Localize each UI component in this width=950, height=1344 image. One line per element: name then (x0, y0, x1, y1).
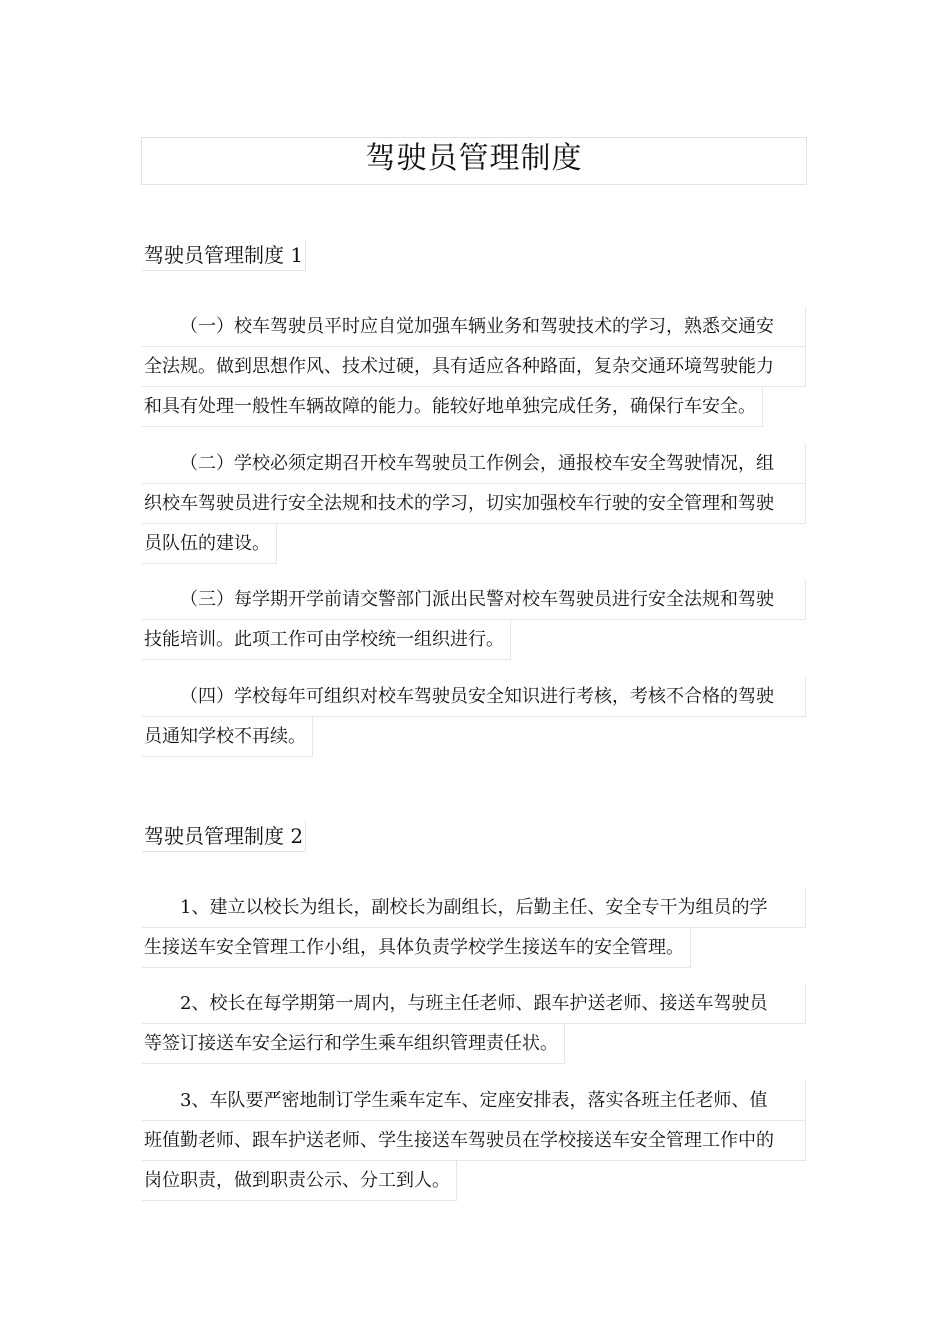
paragraph-line: （三）每学期开学前请交警部门派出民警对校车驾驶员进行安全法规和驾驶 (142, 580, 806, 620)
paragraph-line: 技能培训。此项工作可由学校统一组织进行。 (142, 620, 511, 660)
paragraph-line: 等签订接送车安全运行和学生乘车组织管理责任状。 (142, 1024, 565, 1064)
section-heading-2: 驾驶员管理制度 2 (142, 821, 306, 852)
paragraph-line: 员队伍的建设。 (142, 524, 277, 564)
paragraph-line: 3、车队要严密地制订学生乘车定车、定座安排表，落实各班主任老师、值 (142, 1081, 806, 1121)
paragraph-line: 和具有处理一般性车辆故障的能力。能较好地单独完成任务，确保行车安全。 (142, 387, 763, 427)
paragraph-line: 2、校长在每学期第一周内，与班主任老师、跟车护送老师、接送车驾驶员 (142, 984, 806, 1024)
paragraph-line: 班值勤老师、跟车护送老师、学生接送车驾驶员在学校接送车安全管理工作中的 (142, 1121, 806, 1161)
paragraph-1-2 (142, 444, 806, 568)
paragraph-1-3 (142, 580, 806, 664)
paragraph-line: 员通知学校不再续。 (142, 717, 313, 757)
paragraph-2-3 (142, 1081, 806, 1205)
paragraph-1-4 (142, 677, 806, 761)
paragraph-line: 全法规。做到思想作风、技术过硬，具有适应各种路面，复杂交通环境驾驶能力 (142, 347, 806, 387)
paragraph-line: 岗位职责，做到职责公示、分工到人。 (142, 1161, 457, 1201)
paragraph-1-1 (142, 307, 806, 431)
section-heading-1: 驾驶员管理制度 1 (142, 240, 306, 271)
paragraph-2-2 (142, 984, 806, 1068)
document-title: 驾驶员管理制度 (365, 141, 583, 176)
paragraph-line: 织校车驾驶员进行安全法规和技术的学习，切实加强校车行驶的安全管理和驾驶 (142, 484, 806, 524)
paragraph-line: （四）学校每年可组织对校车驾驶员安全知识进行考核，考核不合格的驾驶 (142, 677, 806, 717)
paragraph-line: （一）校车驾驶员平时应自觉加强车辆业务和驾驶技术的学习，熟悉交通安 (142, 307, 806, 347)
document-title-box (141, 137, 807, 185)
paragraph-line: 生接送车安全管理工作小组，具体负责学校学生接送车的安全管理。 (142, 928, 691, 968)
paragraph-line: 1、建立以校长为组长，副校长为副组长，后勤主任、安全专干为组员的学 (142, 888, 806, 928)
paragraph-line: （二）学校必须定期召开校车驾驶员工作例会，通报校车安全驾驶情况，组 (142, 444, 806, 484)
paragraph-2-1 (142, 888, 806, 972)
